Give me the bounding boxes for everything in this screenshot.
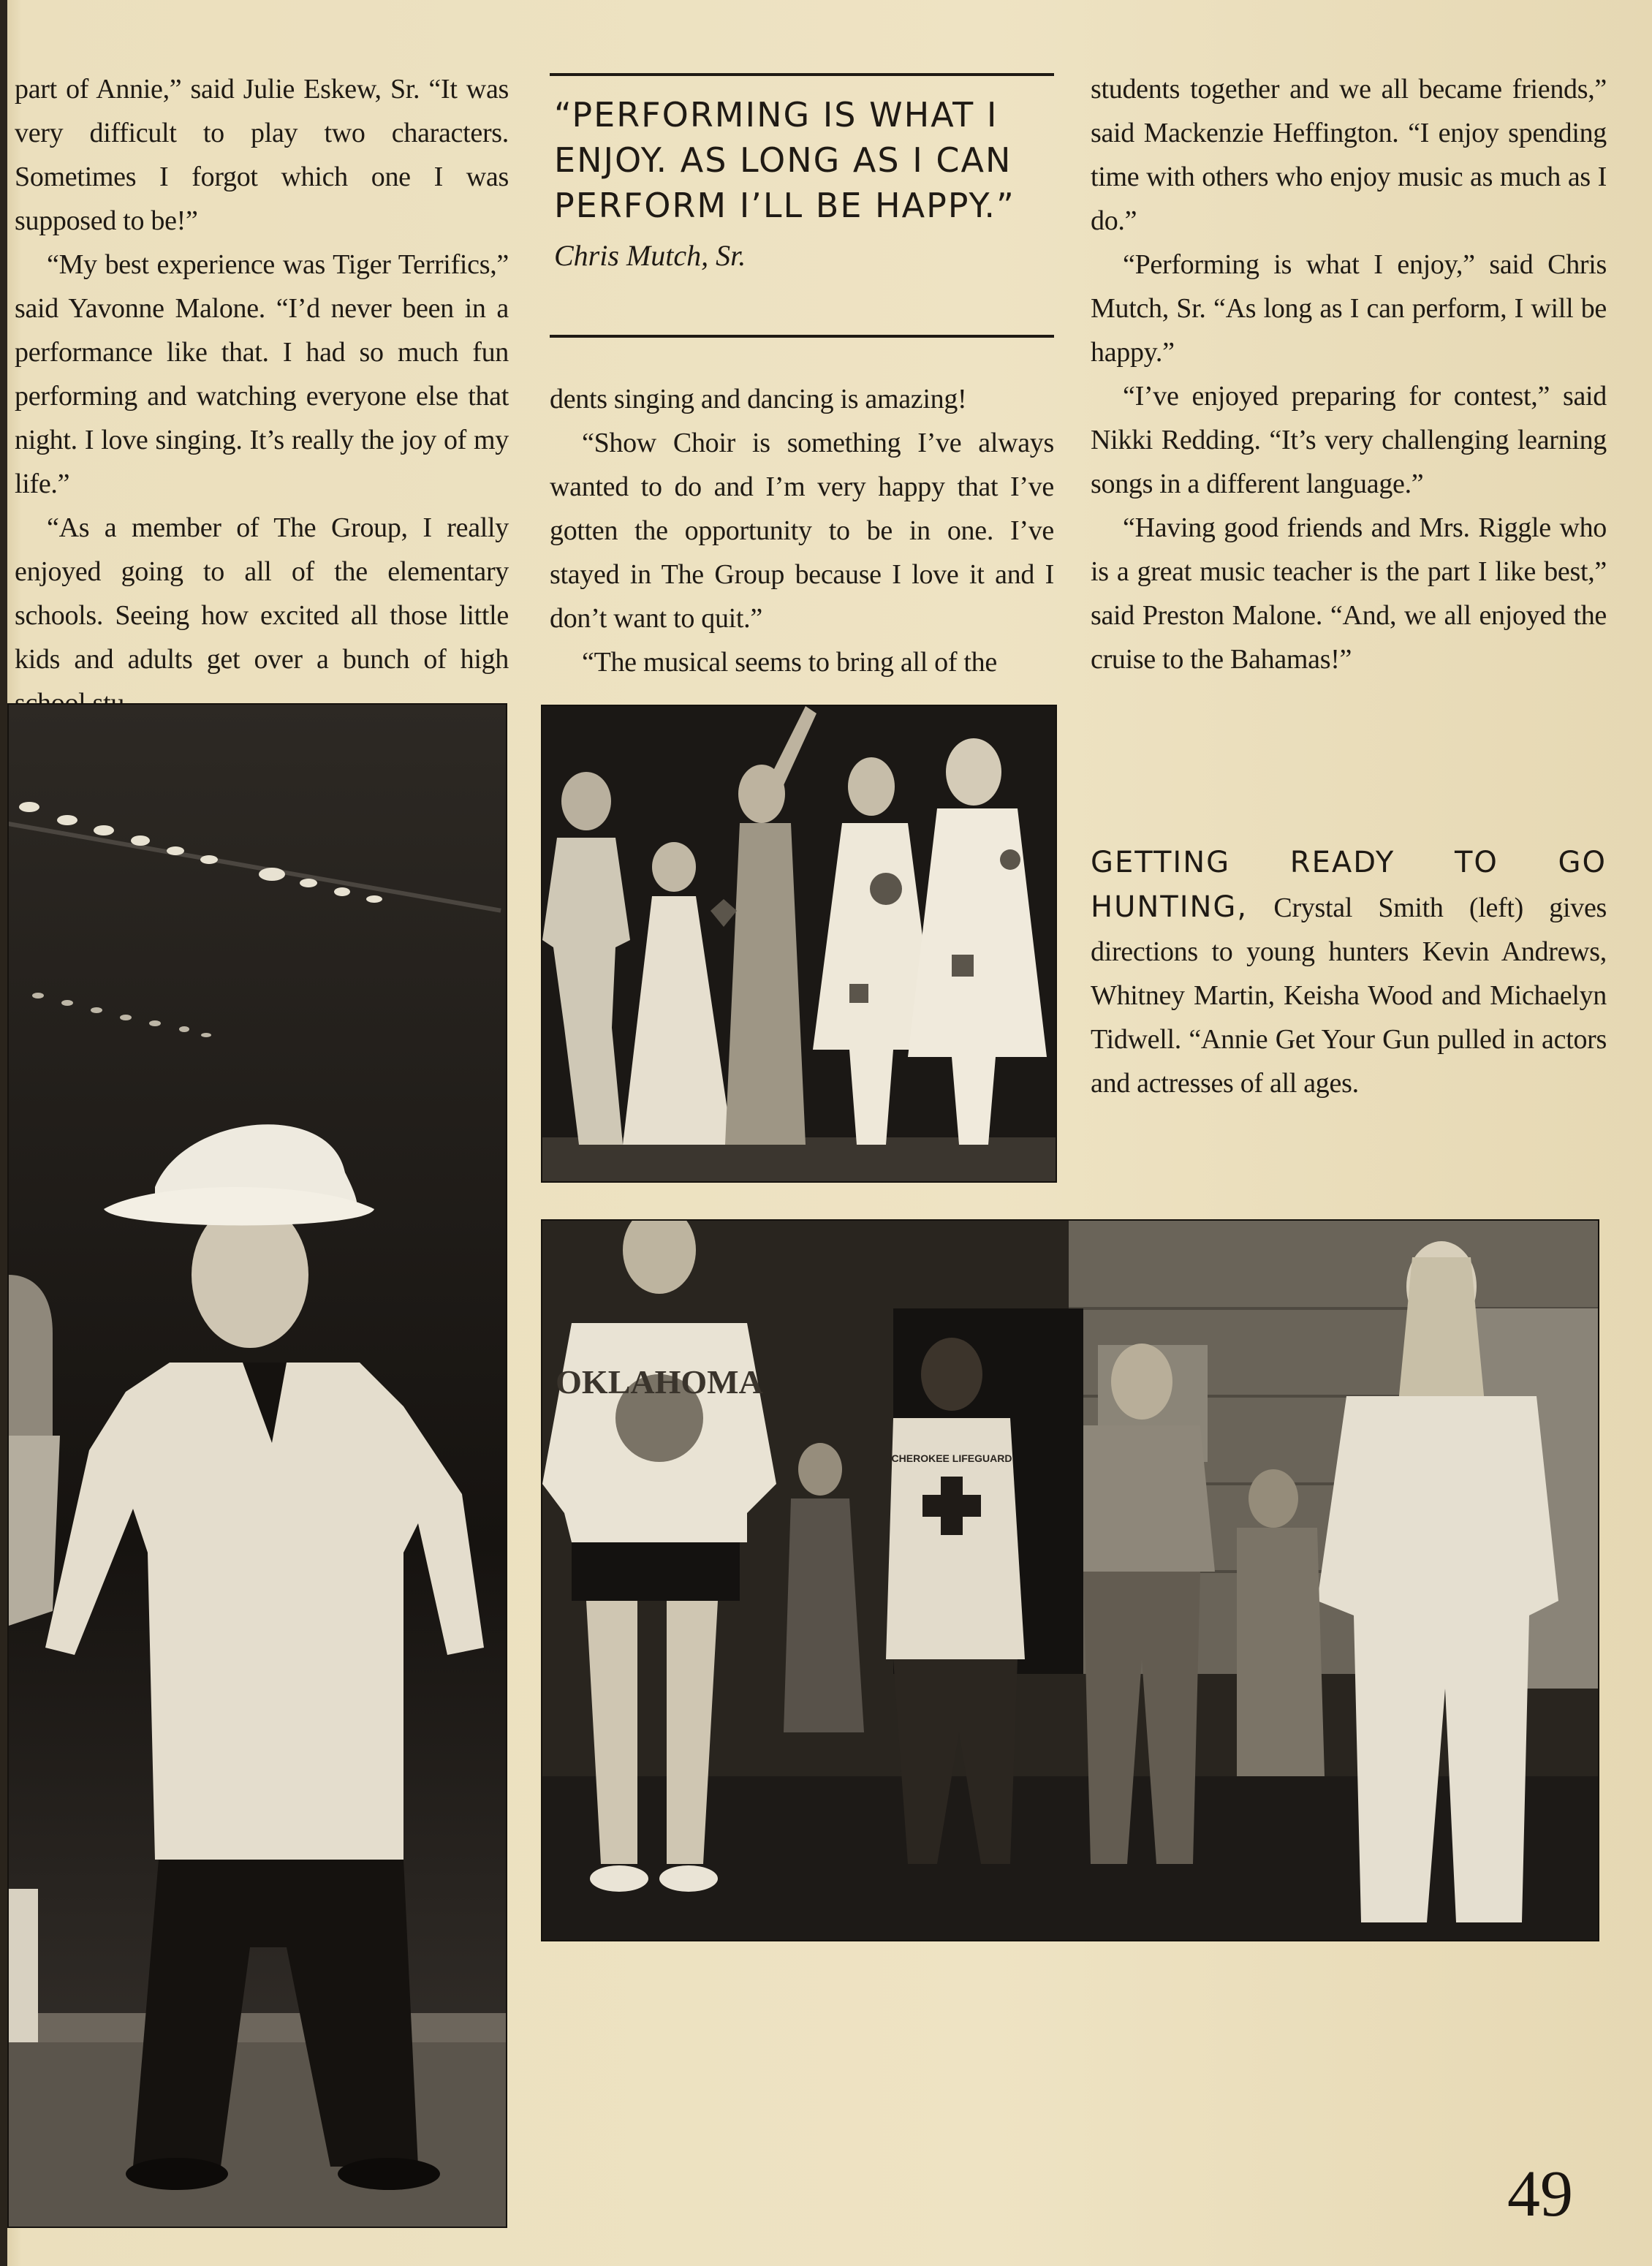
caption-body: Crystal Smith (left) gives directions to young hunters Kevin Andrews, Whitney Martin, Keisha Wood and Michaelyn Tidwell. “Annie Get Your Gun pulled in actors and actresses of all ages. xyxy=(1091,893,1607,1099)
left-paragraph-1: part of Annie,” said Julie Eskew, Sr. “It was very difficult to play two characters. Sometimes I forgot which one I was supposed to be!” xyxy=(15,74,509,236)
left-text-column xyxy=(15,67,509,725)
photo-kids-in-costume xyxy=(541,705,1057,1183)
right-paragraph-3: “I’ve enjoyed preparing for contest,” said Nikki Redding. “It’s very challenging learning songs in a different language.” xyxy=(1091,381,1607,499)
right-paragraph-2: “Performing is what I enjoy,” said Chris Mutch, Sr. “As long as I can perform, I will be happy.” xyxy=(1091,249,1607,368)
pull-quote-text: “PERFORMING IS WHAT I ENJOY. AS LONG AS I CAN PERFORM I’LL BE HAPPY.” xyxy=(554,95,1015,225)
kids-photo-art xyxy=(542,706,1057,1183)
pull-quote-author: Chris Mutch, Sr. xyxy=(554,239,746,272)
middle-paragraph-2: “Show Choir is something I’ve always wanted to do and I’m very happy that I’ve gotten the opportunity to be in one. I’ve stayed in The Group because I love it and I don’t want to quit.” xyxy=(550,428,1054,634)
middle-paragraph-3: “The musical seems to bring all of the xyxy=(582,647,997,678)
pull-quote xyxy=(550,73,1054,338)
middle-text-column xyxy=(550,377,1054,684)
dancers-photo-art xyxy=(542,1221,1599,1941)
left-paragraph-3: “As a member of The Group, I really enjoyed going to all of the elementary schools. Seeing how excited all those little kids and adults get over a bunch of high xyxy=(15,512,509,675)
photo-cowboy-on-stage xyxy=(7,703,507,2228)
caption-heading: GETTING READY TO GO HUNTING, xyxy=(1091,846,1607,924)
page-binding-edge xyxy=(0,0,7,2266)
right-text-column xyxy=(1091,67,1607,681)
dancer-shirt-text: CHEROKEE LIFEGUARD xyxy=(891,1452,1012,1464)
middle-paragraph-1: dents singing and dancing is amazing! xyxy=(550,384,967,414)
dancer-sweatshirt-text: OKLAHOMA xyxy=(556,1363,763,1401)
photo-dancers-rehearsal xyxy=(541,1219,1599,1941)
right-paragraph-1: students together and we all became friends,” said Mackenzie Heffington. “I enjoy spending time with others who enjoy music as much as I do.” xyxy=(1091,74,1607,236)
page-number: 49 xyxy=(1507,2158,1573,2230)
cowboy-photo-art xyxy=(9,705,507,2228)
left-paragraph-2: “My best experience was Tiger Terrifics,” said Yavonne Malone. “I’d never been in a performance like that. I had so much fun performing and watching everyone else that night. I love singing. It’s really the joy of my life.” xyxy=(15,249,509,499)
photo-caption xyxy=(1091,841,1607,1105)
right-paragraph-4: “Having good friends and Mrs. Riggle who is a great music teacher is the part I like best,” said Preston Malone. “And, we all enjoyed the cruise to the Bahamas!” xyxy=(1091,512,1607,675)
